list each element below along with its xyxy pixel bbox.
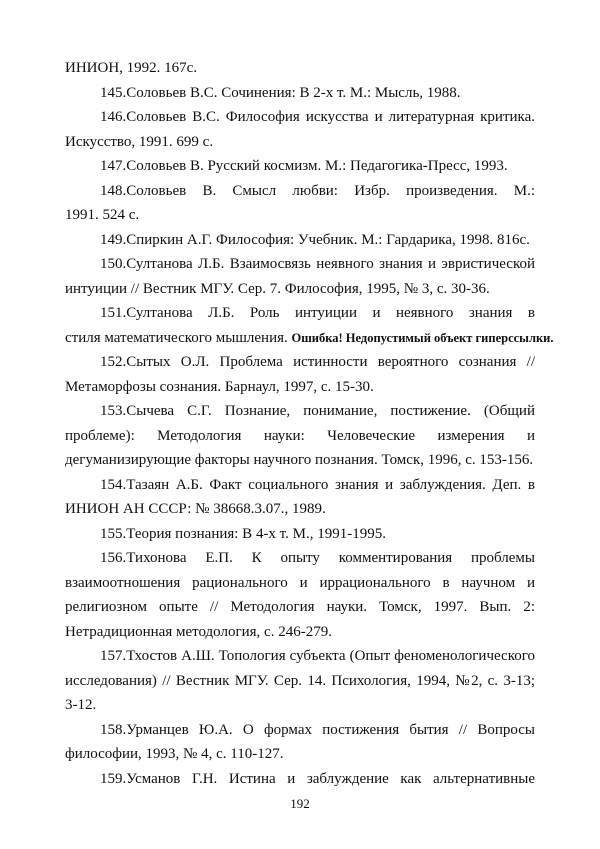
entry-text: 148.Соловьев В. Смысл любви: Избр. произведения. М.: [100,182,535,199]
bibliography-entry [65,350,535,399]
bibliography-entry [65,644,535,718]
entry-line [65,718,535,743]
entry-text: 156.Тихонова Е.П. К опыту комментирования проблемы [100,550,535,566]
entry-text: религиозном опыте // Методология науки. Томск, 1997. Вып. 2: [65,599,535,615]
entry-line [65,228,535,253]
entry-line [65,767,535,792]
bibliography-entry [65,473,535,522]
entry-text: 152.Сытых О.Л. Проблема истинности вероятного сознания // [100,354,535,370]
bibliography-entry [65,718,535,767]
entry-line [65,620,535,645]
bibliography-list [65,56,554,791]
entry-line [65,399,535,424]
entry-text: 3-12. [65,697,97,713]
entry-text: 158.Урманцев Ю.А. О формах постижения бытия // Вопросы [100,721,535,738]
entry-line [65,277,535,302]
entry-text: 145.Соловьев В.С. Сочинения: В 2-х т. М.: Мысль, 1988. [100,84,461,101]
entry-line [65,252,535,277]
entry-text: 150.Султанова Л.Б. Взаимосвязь неявного знания и эвристической [100,256,535,272]
entry-text: проблеме): Методология науки: Человеческие измерения и [65,427,535,444]
entry-text: ИНИОН АН СССР: № 38668.3.07., 1989. [65,501,326,517]
entry-text: исследования) // Вестник МГУ. Сер. 14. Психология, 1994, №2, с. 3-13; [65,672,535,689]
bibliography-entry [65,154,535,179]
bibliography-entry [65,105,535,154]
entry-text: взаимоотношения рационального и иррационального в научном и [65,574,535,591]
hyperlink-error-text: Ошибка! Недопустимый объект гиперссылки. [291,330,554,345]
bibliography-entry [65,228,535,253]
entry-text: 159.Усманов Г.Н. Истина и заблуждение как альтернативные [100,770,535,787]
entry-line [65,179,535,204]
entry-line [65,350,535,375]
bibliography-entry [65,399,535,473]
entry-text: дегуманизирующие факторы научного познания. Томск, 1996, с. 153-156. [65,452,534,468]
entry-text: 157.Тхостов А.Ш. Топология субъекта (Опыт феноменологического [100,648,535,664]
entry-line [65,301,535,326]
entry-line [65,546,535,571]
entry-line [65,154,535,179]
entry-line [65,424,535,449]
entry-text: ИНИОН, 1992. 167с. [65,60,198,76]
entry-text: 147.Соловьев В. Русский космизм. М.: Педагогика-Пресс, 1993. [100,158,508,174]
bibliography-entry [65,767,535,792]
entry-text: философии, 1993, № 4, с. 110-127. [65,746,284,762]
entry-line [65,56,535,81]
entry-line [65,571,535,596]
page-number: 192 [290,796,310,811]
entry-line [65,448,535,473]
bibliography-entry [65,301,554,350]
entry-text: 154.Тазаян А.Б. Факт социального знания и заблуждения. Деп. в [100,476,535,493]
bibliography-entry [65,179,535,228]
entry-line [65,473,535,498]
entry-text: стиля математического мышления. [65,329,292,346]
entry-line [65,644,535,669]
entry-line [65,742,535,767]
bibliography-entry [65,522,535,547]
entry-line [65,203,535,228]
entry-line [65,595,535,620]
entry-text: 151.Султанова Л.Б. Роль интуиции и неявного знания в [100,305,535,321]
entry-line [65,105,535,130]
entry-text: Нетрадиционная методология, с. 246-279. [65,623,332,640]
entry-text: 1991. 524 с. [65,207,140,223]
entry-line [65,326,554,351]
entry-text: 146.Соловьев В.С. Философия искусства и литературная критика. [100,109,535,125]
entry-text: 153.Сычева С.Г. Познание, понимание, постижение. (Общий [100,403,535,419]
entry-line [65,375,535,400]
bibliography-entry [65,56,535,81]
entry-text: 155.Теория познания: В 4-х т. М., 1991-1995. [100,525,386,542]
entry-line [65,693,535,718]
entry-line [65,669,535,694]
entry-line [65,81,535,106]
entry-line [65,497,535,522]
entry-text: Метаморфозы сознания. Барнаул, 1997, с. 15-30. [65,378,374,395]
entry-line [65,130,535,155]
entry-text: 149.Спиркин А.Г. Философия: Учебник. М.: Гардарика, 1998. 816с. [100,231,530,248]
bibliography-entry [65,252,535,301]
entry-text: интуиции // Вестник МГУ. Сер. 7. Философия, 1995, № 3, с. 30-36. [65,280,490,297]
bibliography-entry [65,546,535,644]
bibliography-entry [65,81,535,106]
entry-line [65,522,535,547]
entry-text: Искусство, 1991. 699 с. [65,133,214,150]
